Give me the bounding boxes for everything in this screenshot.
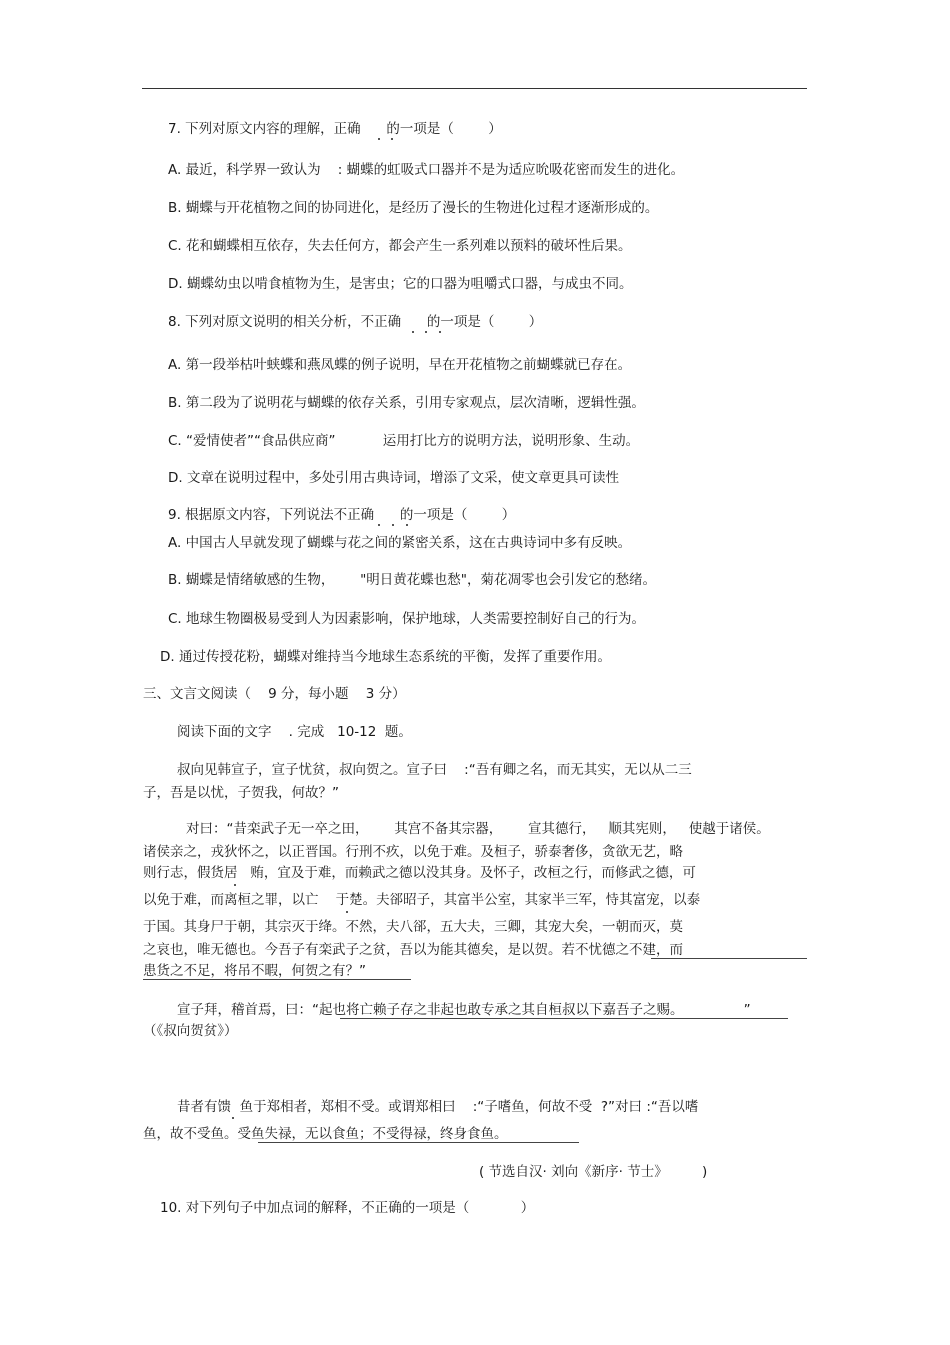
q9-option-b: B. 蝴蝶是情绪敏感的生物， "明日黄花蝶也愁"，菊花凋零也会引发它的愁绪。 [168,572,657,588]
passage-line: 昔者有馈 鱼于郑相者，郑相不受。或谓郑相曰 :“子嗜鱼，何故不受 ?”对曰 :“吾以嗜 [177,1099,699,1115]
q8-option-a: A. 第一段举枯叶蛱蝶和燕凤蝶的例子说明，早在开花植物之前蝴蝶就已存在。 [168,357,632,373]
passage-line: 则行志，假货居 贿，宜及于难，而赖武之德以没其身。及怀子，改桓之行，而修武之德，可 [143,865,696,881]
passage-line: 对曰：“昔栾武子无一卒之田， 其宫不备其宗器， 宣其德行， 顺其宪则， 使越于诸侯。 [186,821,770,837]
emphasis-dot [392,524,394,526]
passage-line: 以免于难，而离桓之罪，以亡 于楚。夫郤昭子，其富半公室，其家半三军，恃其富宠，以泰 [143,892,701,908]
passage-line: 之哀也，唯无德也。今吾子有栾武子之贫，吾以为能其德矣，是以贺。若不忧德之不建，而 [143,942,683,958]
emphasis-dot [378,524,380,526]
underline [651,958,807,959]
q8-stem: 8. 下列对原文说明的相关分析，不正确 的一项是（ ） [168,314,543,330]
q7-option-d: D. 蝴蝶幼虫以啃食植物为生，是害虫；它的口器为咀嚼式口器，与成虫不同。 [168,276,633,292]
excerpt-source: ( 节选自汉· 刘向《新序· 节士》 ) [479,1164,708,1180]
section-heading: 三、文言文阅读（ 9 分，每小题 3 分） [143,686,406,702]
q9-option-a: A. 中国古人早就发现了蝴蝶与花之间的紧密关系，这在古典诗词中多有反映。 [168,535,632,551]
q7-option-b: B. 蝴蝶与开花植物之间的协同进化，是经历了漫长的生物进化过程才逐渐形成的。 [168,200,659,216]
passage-line: 患货之不足，将吊不暇，何贺之有？” [143,963,366,979]
passage-line: 诸侯亲之，戎狄怀之，以正晋国。行刑不疚，以免于难。及桓子，骄泰奢侈，贪欲无艺，略 [143,844,683,860]
passage-line: 叔向见韩宣子，宣子忧贫，叔向贺之。宣子曰 :“吾有卿之名，而无其实，无以从二三 [177,762,692,778]
q9-option-d: D. 通过传授花粉，蝴蝶对维持当今地球生态系统的平衡，发挥了重要作用。 [160,649,611,665]
top-rule [142,88,807,89]
q8-option-c: C. “爱情使者”“食品供应商” 运用打比方的说明方法，说明形象、生动。 [168,433,640,449]
passage-line: 宣子拜，稽首焉，曰：“起也将亡赖子存之非起也敢专承之其自桓叔以下嘉吾子之赐。 ” [177,1002,751,1018]
q10-stem: 10. 对下列句子中加点词的解释，不正确的一项是（ ） [160,1200,535,1216]
passage-source: （《叔向贺贫》） [143,1023,238,1039]
q7-stem: 7. 下列对原文内容的理解，正确 的一项是（ ） [168,121,502,137]
emphasis-dot [425,331,427,333]
underline [143,979,411,980]
q9-option-c: C. 地球生物圈极易受到人为因素影响，保护地球，人类需要控制好自己的行为。 [168,611,646,627]
q8-option-d: D. 文章在说明过程中，多处引用古典诗词，增添了文采，使文章更具可读性 [168,470,619,486]
q7-option-c: C. 花和蝴蝶相互依存，失去任何方，都会产生一系列难以预料的破坏性后果。 [168,238,632,254]
emphasis-dot [439,331,441,333]
underline [340,1018,788,1019]
emphasis-dot [232,1117,234,1119]
emphasis-dot [378,138,380,140]
emphasis-dot [391,138,393,140]
section-instruction: 阅读下面的文字 . 完成 10-12 题。 [177,724,412,740]
underline [258,1142,579,1143]
passage-line: 于国。其身尸于朝，其宗灭于绛。不然，夫八郤，五大夫，三卿，其宠大矣，一朝而灭，莫 [143,919,683,935]
q7-option-a: A. 最近，科学界一致认为 : 蝴蝶的虹吸式口器并不是为适应吮吸花密而发生的进化。 [168,162,685,178]
q8-option-b: B. 第二段为了说明花与蝴蝶的依存关系，引用专家观点，层次清晰，逻辑性强。 [168,395,645,411]
emphasis-dot [406,524,408,526]
emphasis-dot [412,331,414,333]
q9-stem: 9. 根据原文内容，下列说法不正确 的一项是（ ） [168,507,516,523]
emphasis-dot [346,911,348,913]
passage-line: 子，吾是以忧，子贺我，何故？” [143,785,339,801]
passage-line: 鱼，故不受鱼。受鱼失禄，无以食鱼；不受得禄，终身食鱼。 [143,1126,508,1142]
emphasis-dot [234,884,236,886]
